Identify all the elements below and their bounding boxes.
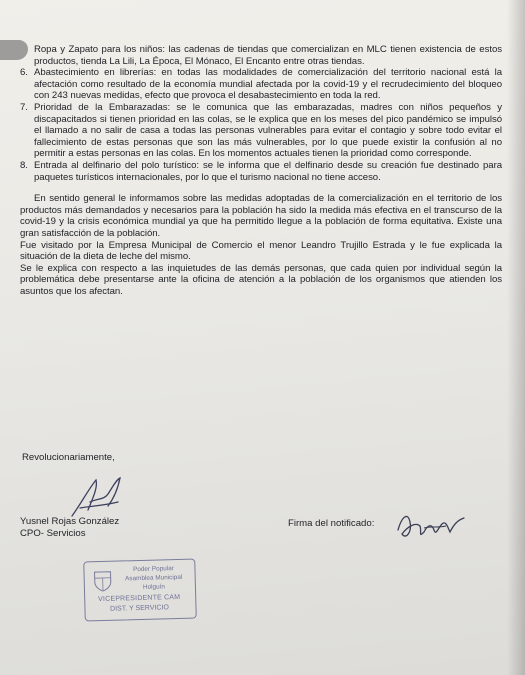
explanation-paragraph: Se le explica con respecto a las inquietudes de las demás personas, que cada quien por individual según la problemática debe presentarse ante la oficina de atención a la población de los organismos que atienden los asuntos que los afectan. xyxy=(20,262,502,297)
signer-position: CPO- Servicios xyxy=(20,528,86,539)
document-body xyxy=(20,46,502,297)
item-number: 7. xyxy=(20,101,28,113)
visit-paragraph: Fue visitado por la Empresa Municipal de Comercio el menor Leandro Trujillo Estrada y le fue explicada la situación de la dieta de leche del mismo. xyxy=(20,239,502,263)
signature-mark xyxy=(68,472,138,522)
stamp-line: VICEPRESIDENTE CAM xyxy=(98,593,181,604)
item-text: Entrada al delfinario del polo turístico: se le informa que el delfinario desde su creación fue destinado para paquetes turísticos internacionales, por lo que el turismo nacional no tiene acceso. xyxy=(34,159,502,183)
signer-name: Yusnel Rojas González xyxy=(20,516,120,527)
notified-signature-label: Firma del notificado: xyxy=(288,518,375,529)
page-shadow xyxy=(507,0,525,675)
signer-block xyxy=(20,516,119,540)
list-item xyxy=(20,67,502,102)
item-number: 6. xyxy=(20,67,28,79)
summary-paragraph: En sentido general le informamos sobre las medidas adoptadas de la comercialización en el territorio de los productos más demandados y necesarios para la población ha sido la medida más efectiva en el transcurso de la covid-19 y la crisis económica mundial ya que ha permitido llegue a la población de forma equitativa. Existe una gran satisfacción de la población. xyxy=(20,193,502,239)
notified-signature-mark xyxy=(394,502,468,546)
stamp-line: Holguín xyxy=(142,583,166,591)
stamp-line: DIST. Y SERVICIO xyxy=(110,604,169,613)
stamp-line: Asamblea Municipal xyxy=(125,573,183,583)
item-text: Prioridad de la Embarazadas: se le comunica que las embarazadas, madres con niños pequeños y discapacitados si tienen prioridad en las colas, se le explica que en los meses del pico pandémico se impulsó el llamado a no salir de casa a todas las personas vulnerables para evitar el contagio y sobre todo evitar el fallecimiento de estas personas que son las más vulnerables, por lo que puede existir la confusión al no permitir a estas personas en las colas. En los momentos actuales tienen la prioridad como corresponde. xyxy=(34,101,502,160)
list-item xyxy=(20,160,502,183)
coat-of-arms-icon xyxy=(92,570,113,593)
item-text: Abastecimiento en librerías: en todas las modalidades de comercialización del territorio nacional está la afectación como resultado de la economía mundial afectada por la covid-19 y el recrudecimiento del bloqueo con 243 nuevas medidas, efecto que provoca el desabastecimiento en toda la red. xyxy=(34,67,502,102)
closing-salutation: Revolucionariamente, xyxy=(22,452,115,463)
list-item xyxy=(20,44,502,67)
item-number: 8. xyxy=(20,159,28,171)
stamp-line: Poder Popular xyxy=(132,565,174,574)
official-stamp xyxy=(83,559,197,622)
item-text: Ropa y Zapato para los niños: las cadenas de tiendas que comercializan en MLC tienen existencia de estos productos, tienda La Lili, La Época, El Mónaco, El Encanto entre otras tiendas. xyxy=(34,44,502,67)
list-item xyxy=(20,102,502,160)
